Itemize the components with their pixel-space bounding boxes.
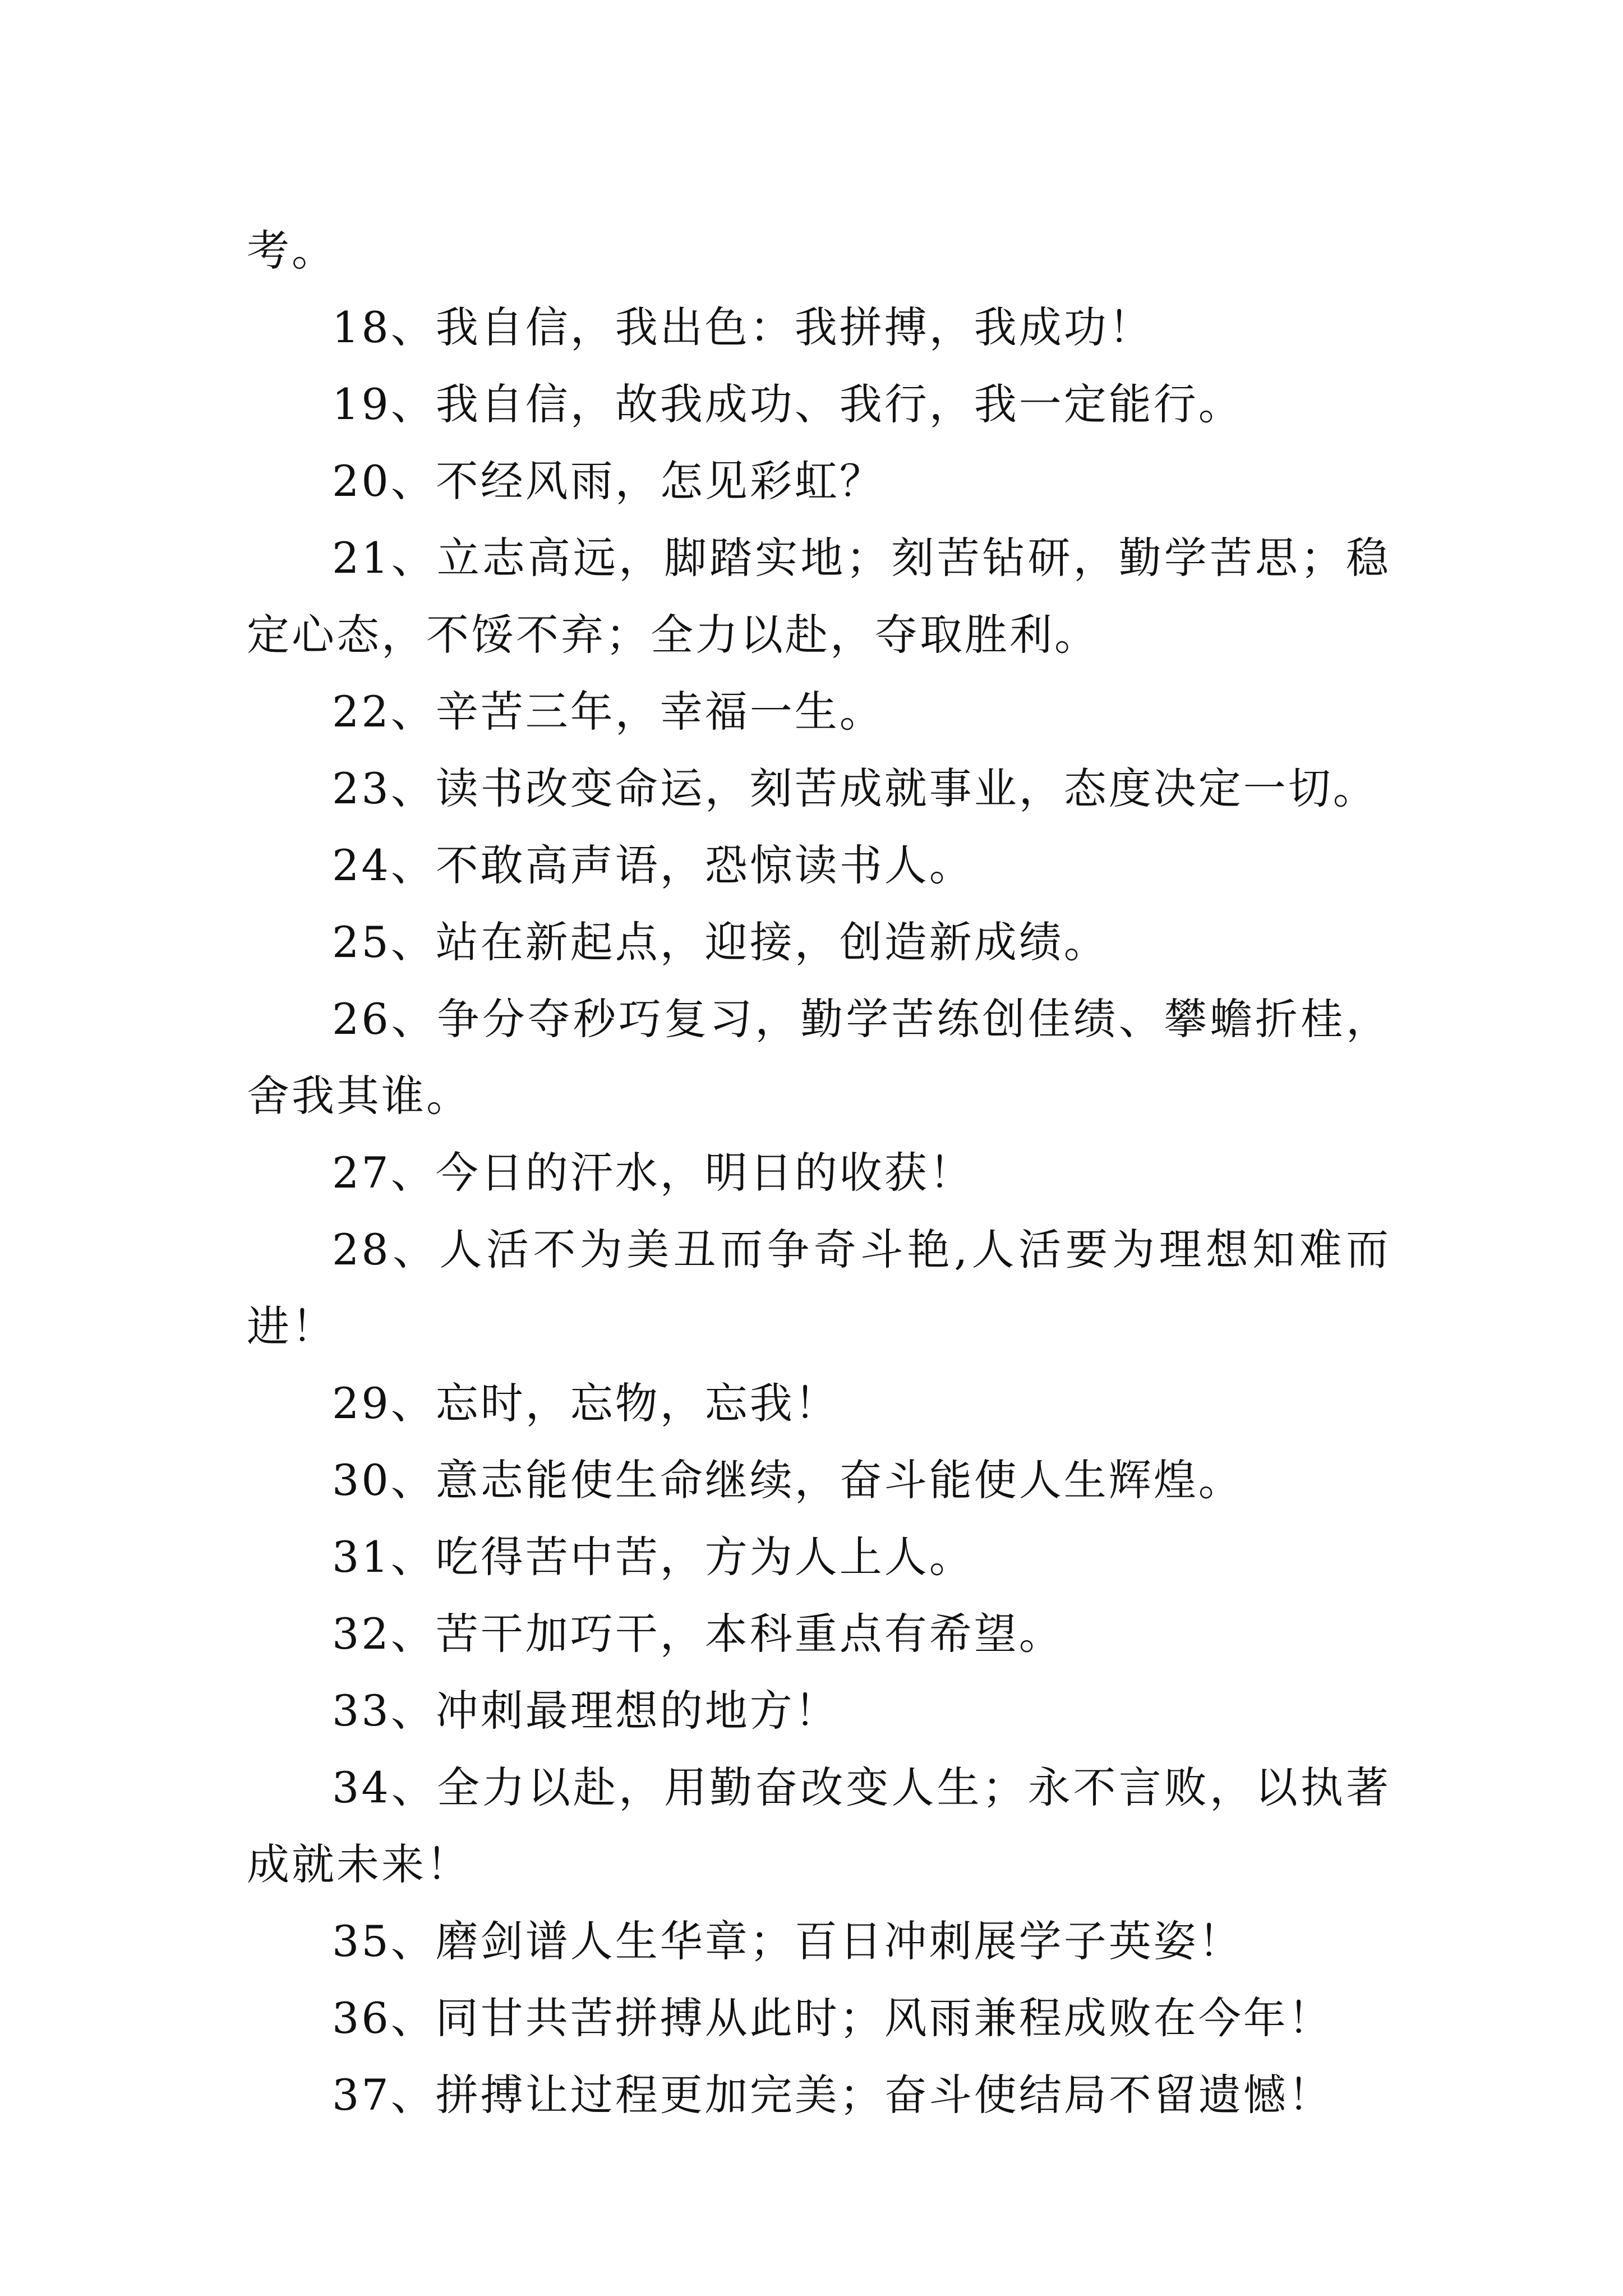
- paragraph-item-36: 36、同甘共苦拼搏从此时；风雨兼程成败在今年！: [332, 1993, 1333, 2043]
- paragraph-item-28: 28、人活不为美丑而争奇斗艳,人活要为理想知难而进！: [247, 1225, 1391, 1351]
- body-text: [247, 212, 1391, 2133]
- paragraph-item-22: 22、辛苦三年，幸福一生。: [332, 687, 884, 737]
- paragraph-item-32: 32、苦干加巧干，本科重点有希望。: [332, 1609, 1064, 1659]
- paragraph-item-35: 35、磨剑谱人生华章；百日冲刺展学子英姿！: [332, 1916, 1243, 1966]
- paragraph-item-33: 33、冲刺最理想的地方！: [332, 1686, 840, 1736]
- paragraph-item-27: 27、今日的汗水，明日的收获！: [332, 1148, 974, 1198]
- paragraph-item-26: 26、争分夺秒巧复习，勤学苦练创佳绩、攀蟾折桂，舍我其谁。: [247, 994, 1391, 1121]
- paragraph-item-19: 19、我自信，故我成功、我行，我一定能行。: [332, 379, 1243, 429]
- paragraph-item-25: 25、站在新起点，迎接，创造新成绩。: [332, 917, 1109, 967]
- paragraph-item-18: 18、我自信，我出色：我拼搏，我成功！: [332, 302, 1154, 352]
- paragraph-item-30: 30、意志能使生命继续，奋斗能使人生辉煌。: [332, 1455, 1243, 1505]
- paragraph-item-20: 20、不经风雨，怎见彩虹？: [332, 456, 884, 506]
- paragraph-item-21: 21、立志高远，脚踏实地；刻苦钻研，勤学苦思；稳定心态，不馁不弃；全力以赴，夺取胜利。: [247, 533, 1391, 660]
- paragraph-item-37: 37、拼搏让过程更加完美；奋斗使结局不留遗憾！: [332, 2070, 1333, 2120]
- paragraph-item-23: 23、读书改变命运，刻苦成就事业，态度决定一切。: [332, 763, 1378, 813]
- paragraph-item-29: 29、忘时，忘物，忘我！: [332, 1378, 840, 1428]
- paragraph-item-31: 31、吃得苦中苦，方为人上人。: [332, 1532, 974, 1582]
- paragraph-item-24: 24、不敢高声语，恐惊读书人。: [332, 840, 974, 890]
- paragraph-item-34: 34、全力以赴，用勤奋改变人生；永不言败，以执著成就未来！: [247, 1763, 1391, 1889]
- paragraph-continuation: 考。: [247, 226, 336, 275]
